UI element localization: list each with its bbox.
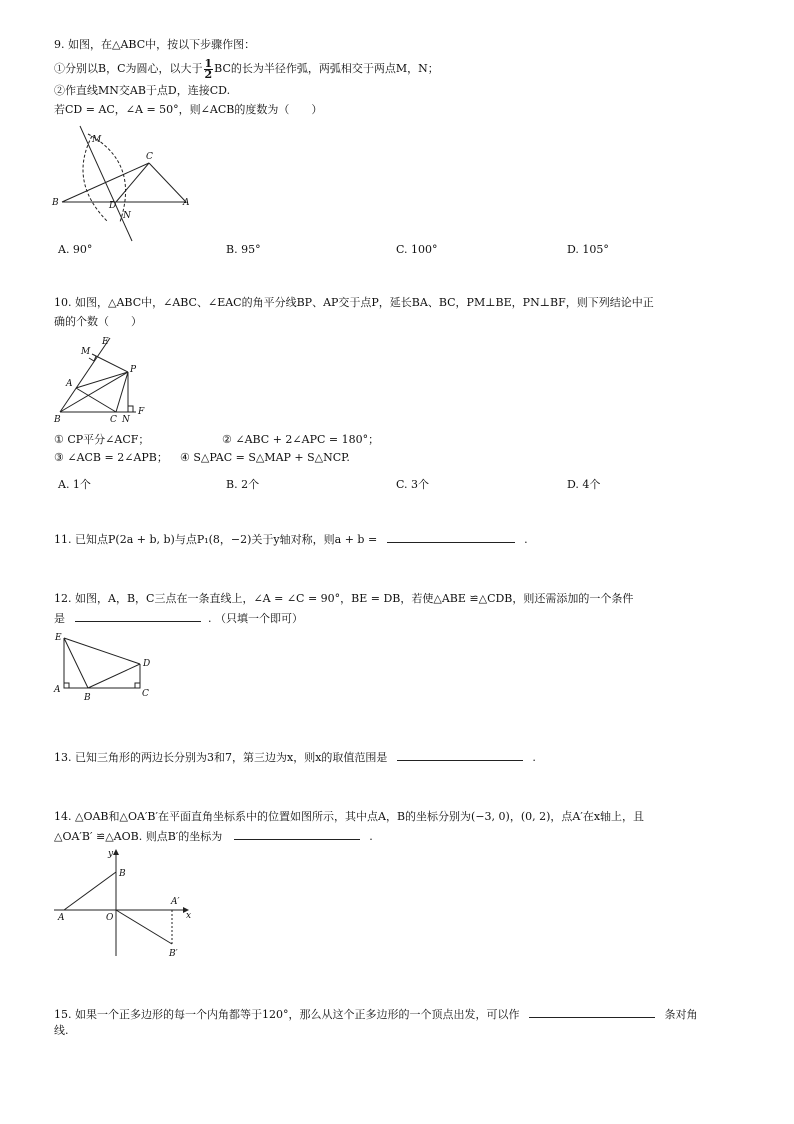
q9-label-b: B bbox=[52, 198, 59, 208]
q11-answer-blank[interactable] bbox=[387, 531, 515, 543]
q10-label-m: M bbox=[81, 347, 91, 357]
q9-step1: ①分别以B，C为圆心，以大于 $\frac{1}{2}$ BC的长为半径作弧，两弧相交于两点M，N； bbox=[54, 56, 439, 81]
q12-line-ed bbox=[64, 638, 140, 664]
q10-line-ac bbox=[76, 388, 116, 412]
q10-number: 10. bbox=[54, 296, 72, 309]
q10-option-d[interactable]: D. 4个 bbox=[567, 478, 601, 491]
q9-option-c[interactable]: C. 100° bbox=[396, 243, 438, 256]
q12-label-a: A bbox=[54, 685, 61, 695]
q15-line1: 15. 如果一个正多边形的每一个内角都等于120°，那么从这个正多边形的一个顶点出发，可以作 条对角 bbox=[54, 1008, 698, 1021]
q10-label-c: C bbox=[110, 415, 117, 425]
q12-label-e: E bbox=[55, 633, 62, 643]
q15-number: 15. bbox=[54, 1008, 72, 1021]
q14-label-o: O bbox=[106, 913, 114, 923]
q10-option-a[interactable]: A. 1个 bbox=[58, 478, 91, 491]
q10-option-c[interactable]: C. 3个 bbox=[396, 478, 430, 491]
q9-line-mn bbox=[80, 126, 132, 241]
q9-number: 9. bbox=[54, 38, 65, 51]
q14-figure bbox=[48, 846, 198, 962]
q10-right-angle-n bbox=[128, 406, 133, 412]
q10-stem-line2: 确的个数（ ） bbox=[54, 315, 142, 328]
q15-answer-blank[interactable] bbox=[529, 1006, 655, 1018]
q9-figure bbox=[48, 122, 208, 246]
q14-label-a-prime: A′ bbox=[171, 897, 180, 907]
q10-conclusion-1: ① CP平分∠ACF； bbox=[54, 433, 150, 446]
q10-label-b: B bbox=[54, 415, 61, 425]
q14-line-ob2 bbox=[116, 910, 172, 944]
q12-number: 12. bbox=[54, 592, 72, 605]
q14-line2: △OA′B′ ≌△AOB. 则点B′的坐标为 . bbox=[54, 830, 373, 843]
q12-right-angle-c bbox=[135, 683, 140, 688]
q10-label-a: A bbox=[66, 379, 73, 389]
q10-conclusion-3: ③ ∠ACB = 2∠APB； bbox=[54, 451, 168, 464]
q14-number: 14. bbox=[54, 810, 72, 823]
q9-stem: 9. 如图，在△ABC中，按以下步骤作图： bbox=[54, 38, 256, 51]
q9-step2: ②作直线MN交AB于点D，连接CD. bbox=[54, 84, 231, 97]
q13-answer-blank[interactable] bbox=[397, 749, 523, 761]
q10-label-e: E bbox=[102, 337, 109, 347]
q9-line-cd bbox=[116, 163, 149, 202]
q15-line2: 线. bbox=[54, 1024, 69, 1037]
q9-option-b[interactable]: B. 95° bbox=[226, 243, 261, 256]
q12-label-b: B bbox=[84, 693, 91, 703]
q10-label-n: N bbox=[122, 415, 130, 425]
q10-conclusion-4: ④ S△PAC = S△MAP + S△NCP. bbox=[180, 451, 350, 464]
q11-line: 11. 已知点P(2a + b, b)与点P₁(8，−2)关于y轴对称，则a + b = . bbox=[54, 533, 528, 546]
q10-stem-line1: 10. 如图，△ABC中，∠ABC、∠EAC的角平分线BP、AP交于点P，延长BA、BC，PM⊥BE，PN⊥BF，则下列结论中正 bbox=[54, 296, 654, 309]
q10-label-f: F bbox=[138, 407, 145, 417]
q12-label-d: D bbox=[143, 659, 151, 669]
q14-label-a: A bbox=[58, 913, 65, 923]
q12-line1: 12. 如图，A，B，C三点在一条直线上，∠A = ∠C = 90°，BE = DB，若使△ABE ≌△CDB，则还需添加的一个条件 bbox=[54, 592, 634, 605]
q10-conclusion-2: ② ∠ABC + 2∠APC = 180°； bbox=[222, 433, 380, 446]
q14-answer-blank[interactable] bbox=[234, 828, 360, 840]
q9-label-c: C bbox=[146, 152, 153, 162]
q9-label-m: M bbox=[92, 135, 102, 145]
q9-label-d: D bbox=[109, 201, 117, 211]
q14-label-x: x bbox=[186, 911, 192, 921]
q10-label-p: P bbox=[130, 365, 137, 375]
q9-label-n: N bbox=[123, 211, 131, 221]
q14-line1: 14. △OAB和△OA′B′在平面直角坐标系中的位置如图所示，其中点A，B的坐标分别为(−3, 0)，(0, 2)，点A′在x轴上，且 bbox=[54, 810, 645, 823]
q10-option-b[interactable]: B. 2个 bbox=[226, 478, 260, 491]
q12-line2: 是 . （只填一个即可） bbox=[54, 612, 303, 625]
q9-question: 若CD = AC，∠A = 50°，则∠ACB的度数为（ ） bbox=[54, 103, 323, 116]
q9-line-ca bbox=[149, 163, 186, 202]
q9-fraction: $\frac{1}{2}$ bbox=[204, 56, 213, 81]
q9-label-a: A bbox=[183, 198, 190, 208]
q12-label-c: C bbox=[142, 689, 149, 699]
q12-line-bd bbox=[88, 664, 140, 688]
q14-label-b-prime: B′ bbox=[169, 949, 178, 959]
q10-line-ap bbox=[76, 372, 128, 388]
q14-label-b: B bbox=[119, 869, 126, 879]
q13-number: 13. bbox=[54, 751, 72, 764]
q11-number: 11. bbox=[54, 533, 72, 546]
q10-figure bbox=[48, 334, 158, 426]
q9-arc-c bbox=[88, 134, 126, 222]
q10-line-pm bbox=[92, 354, 128, 372]
q14-label-y: y bbox=[108, 849, 114, 859]
q12-right-angle-a bbox=[64, 683, 69, 688]
q12-answer-blank[interactable] bbox=[75, 610, 201, 622]
q12-figure bbox=[48, 628, 160, 704]
q9-option-a[interactable]: A. 90° bbox=[58, 243, 93, 256]
q9-option-d[interactable]: D. 105° bbox=[567, 243, 609, 256]
q13-line: 13. 已知三角形的两边长分别为3和7，第三边为x，则x的取值范围是 . bbox=[54, 751, 536, 764]
q14-line-ab bbox=[64, 872, 116, 910]
